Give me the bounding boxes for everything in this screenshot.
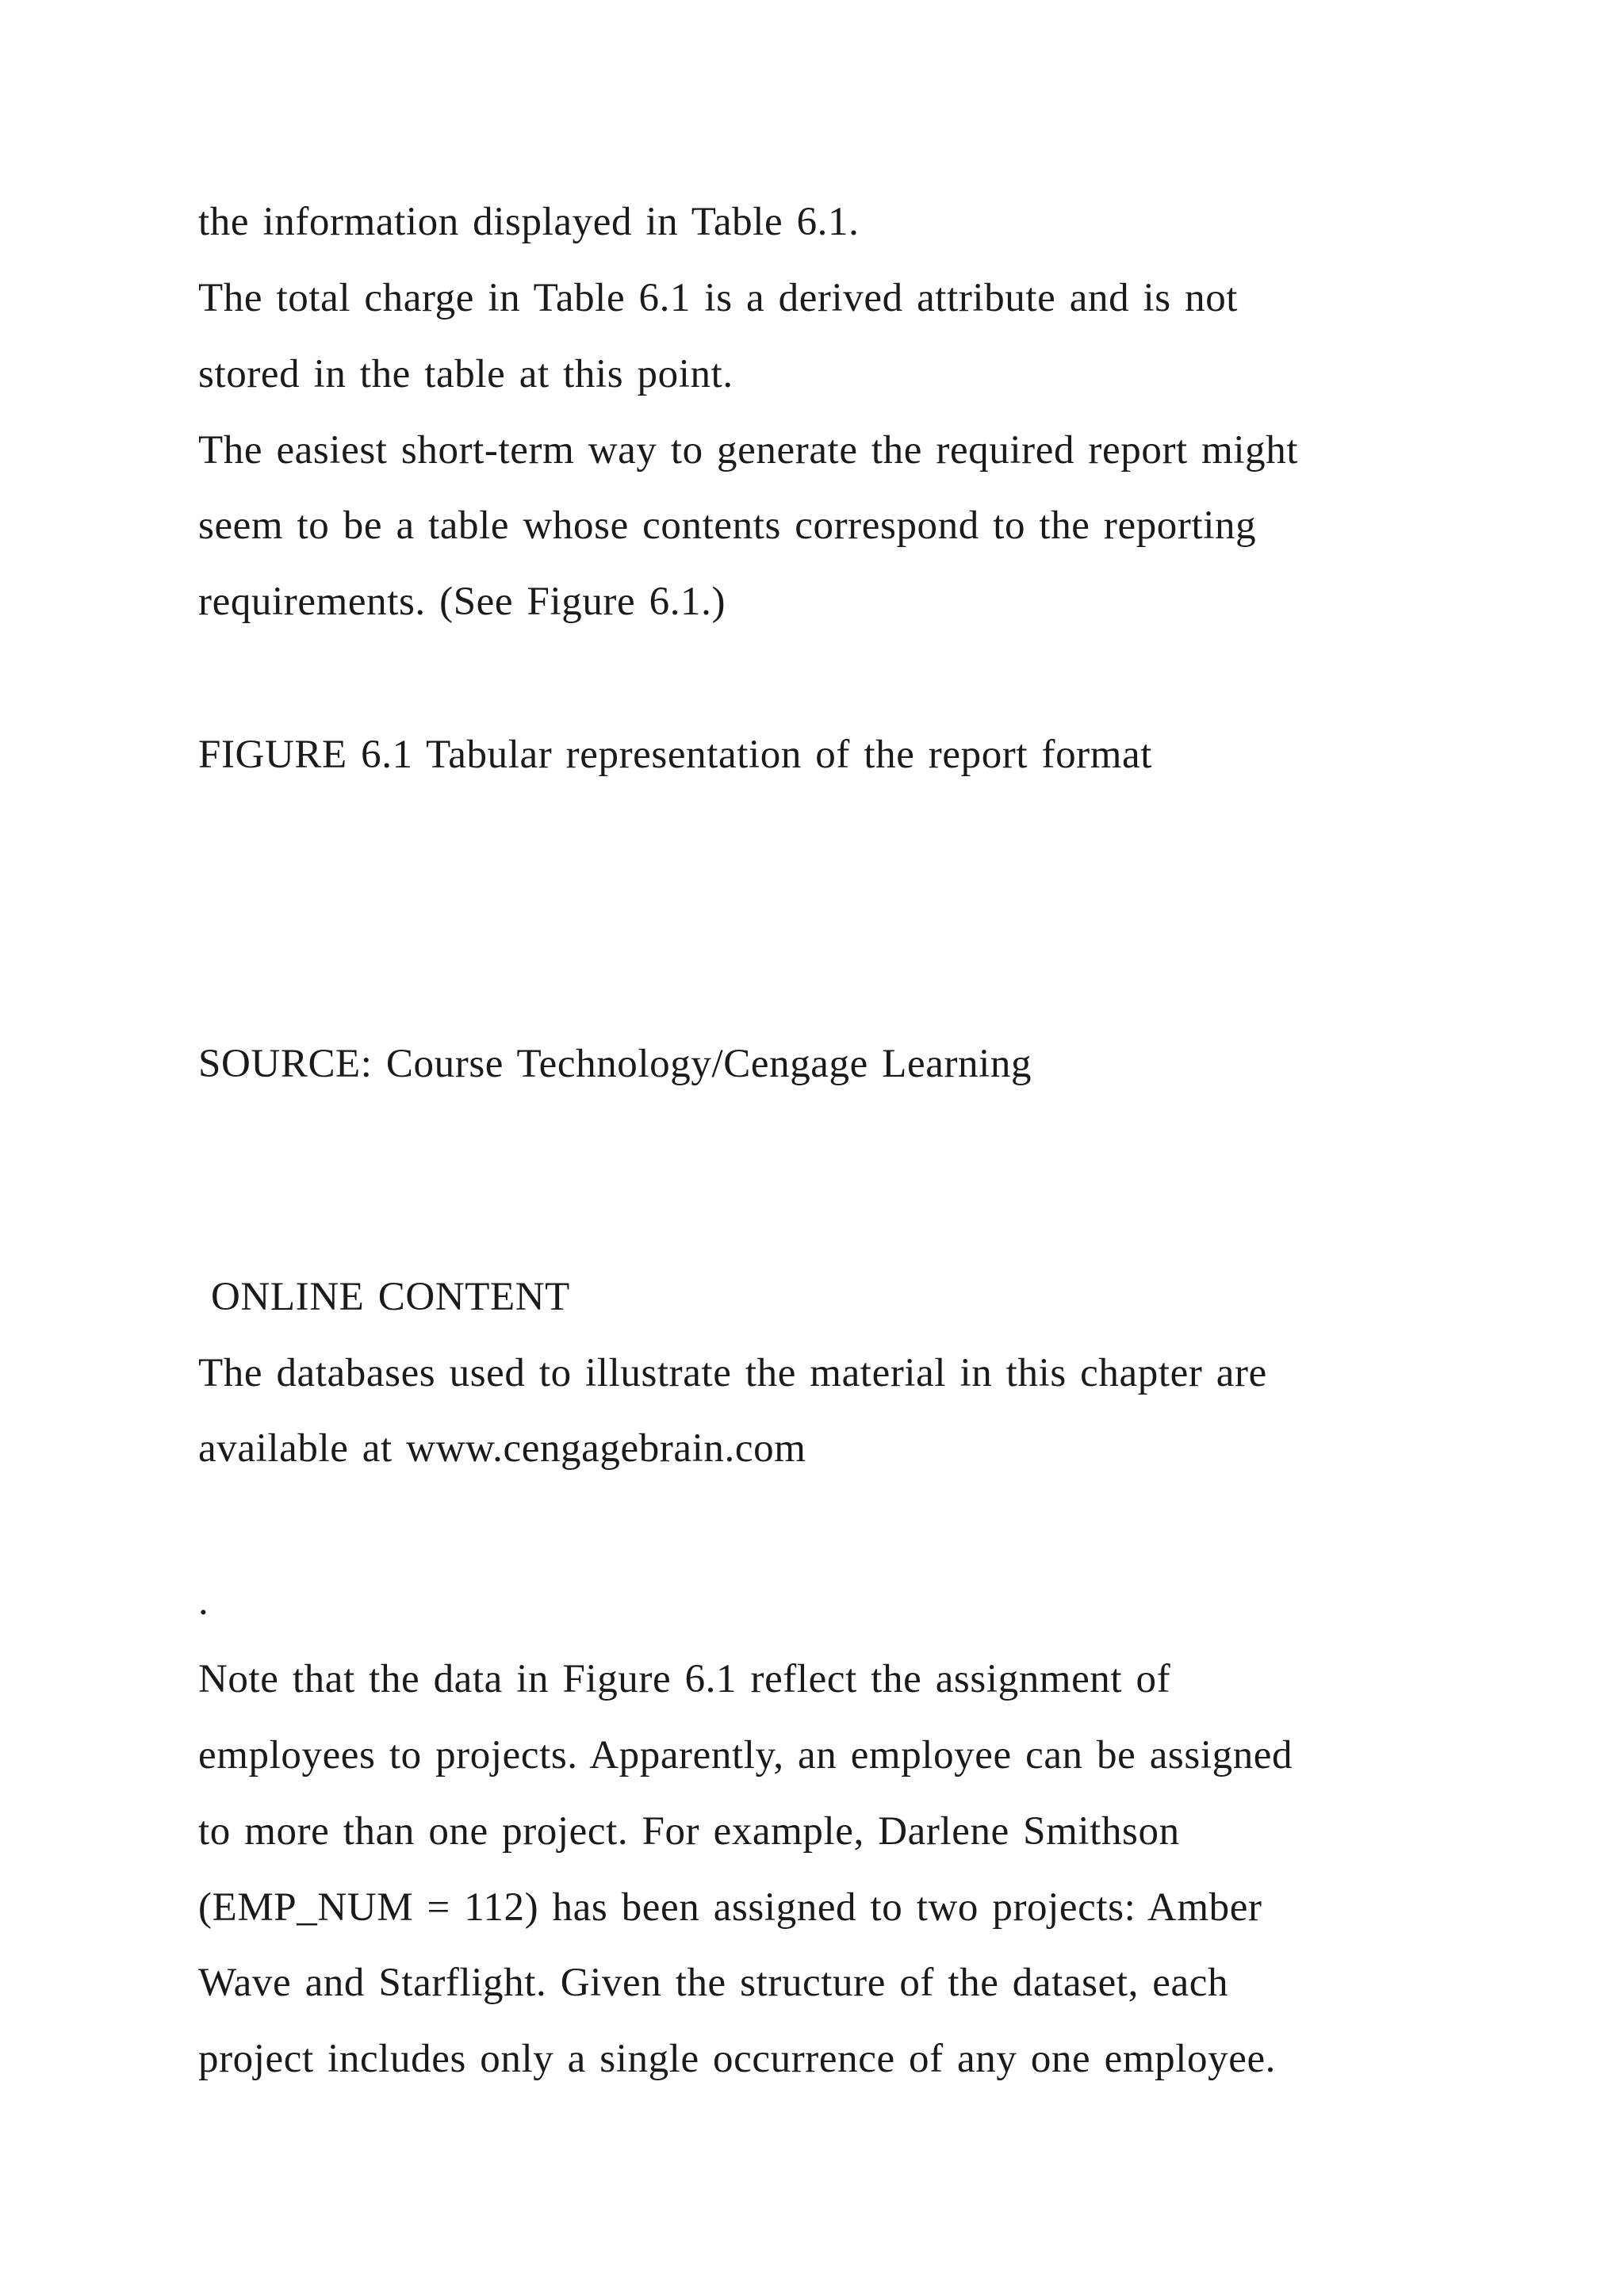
note-line: project includes only a single occurrence of any one employee.	[198, 2037, 1277, 2081]
note-line: (EMP_NUM = 112) has been assigned to two projects: Amber	[198, 1885, 1262, 1930]
intro-line: The total charge in Table 6.1 is a derived attribute and is not	[198, 276, 1239, 320]
note-line: Note that the data in Figure 6.1 reflect the assignment of	[198, 1657, 1171, 1701]
figure-source: SOURCE: Course Technology/Cengage Learning	[198, 1042, 1032, 1086]
online-content-heading: ONLINE CONTENT	[211, 1275, 570, 1319]
online-content-line: available at www.cengagebrain.com	[198, 1426, 806, 1471]
intro-line: The easiest short-term way to generate the required report might	[198, 428, 1299, 473]
intro-line: requirements. (See Figure 6.1.)	[198, 580, 726, 624]
note-line: employees to projects. Apparently, an employee can be assigned	[198, 1733, 1293, 1777]
figure-caption: FIGURE 6.1 Tabular representation of the report format	[198, 733, 1153, 777]
note-line: Wave and Starflight. Given the structure of the dataset, each	[198, 1961, 1229, 2005]
online-content-line: The databases used to illustrate the material in this chapter are	[198, 1351, 1267, 1395]
intro-line: the information displayed in Table 6.1.	[198, 200, 860, 244]
intro-line: stored in the table at this point.	[198, 352, 733, 396]
separator-dot: .	[198, 1579, 209, 1624]
note-line: to more than one project. For example, Darlene Smithson	[198, 1809, 1180, 1854]
intro-line: seem to be a table whose contents correspond to the reporting	[198, 503, 1257, 548]
